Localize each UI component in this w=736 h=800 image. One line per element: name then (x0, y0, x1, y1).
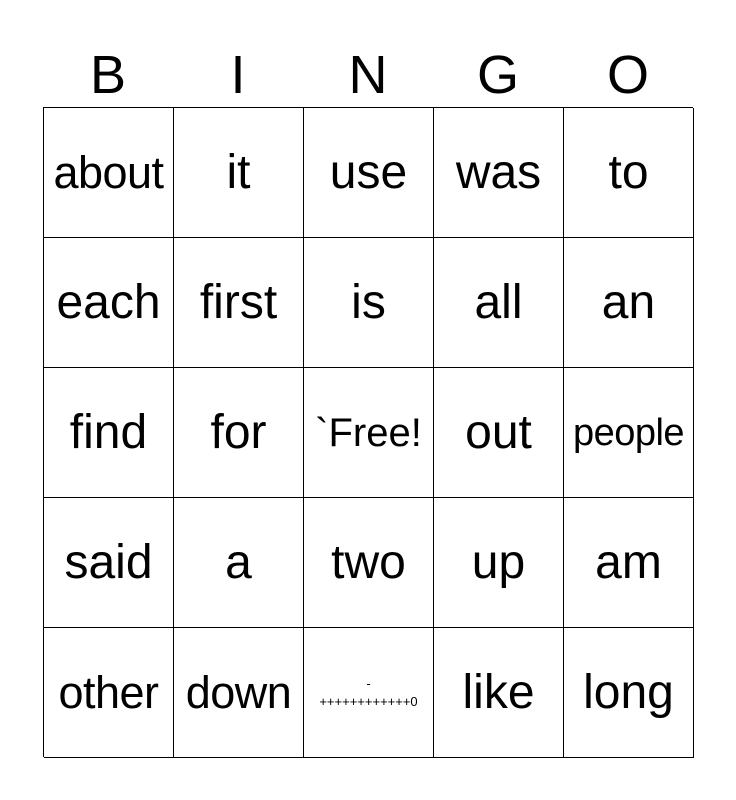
free-space-cell[interactable]: `Free! (304, 368, 434, 498)
bingo-cell[interactable]: am (564, 498, 694, 628)
bingo-cell[interactable]: about (44, 108, 174, 238)
bingo-cell-odd[interactable] (304, 628, 434, 758)
bingo-cell[interactable]: out (434, 368, 564, 498)
bingo-cell[interactable]: is (304, 238, 434, 368)
bingo-cell[interactable]: people (564, 368, 694, 498)
header-letter-b: B (89, 45, 127, 105)
bingo-cell[interactable]: like (434, 628, 564, 758)
bingo-cell[interactable]: each (44, 238, 174, 368)
bingo-cell[interactable]: two (304, 498, 434, 628)
odd-cell-plus-line: ++++++++++++0 (319, 693, 418, 709)
odd-cell-dash: - (366, 675, 371, 691)
bingo-header (43, 44, 693, 106)
header-letter-o: O (606, 45, 649, 105)
bingo-cell[interactable]: it (174, 108, 304, 238)
bingo-cell[interactable]: for (174, 368, 304, 498)
bingo-cell[interactable]: was (434, 108, 564, 238)
bingo-cell[interactable]: said (44, 498, 174, 628)
header-letter-i: I (230, 45, 246, 105)
bingo-cell[interactable]: all (434, 238, 564, 368)
header-letter-g: G (476, 45, 519, 105)
bingo-cell[interactable]: other (44, 628, 174, 758)
bingo-cell[interactable]: first (174, 238, 304, 368)
bingo-cell[interactable]: long (564, 628, 694, 758)
bingo-cell[interactable]: use (304, 108, 434, 238)
bingo-cell[interactable]: down (174, 628, 304, 758)
bingo-cell[interactable]: up (434, 498, 564, 628)
bingo-cell[interactable]: a (174, 498, 304, 628)
bingo-cell[interactable]: an (564, 238, 694, 368)
bingo-cell[interactable]: to (564, 108, 694, 238)
bingo-board (43, 107, 693, 757)
header-letter-n: N (348, 45, 388, 105)
bingo-cell[interactable]: find (44, 368, 174, 498)
